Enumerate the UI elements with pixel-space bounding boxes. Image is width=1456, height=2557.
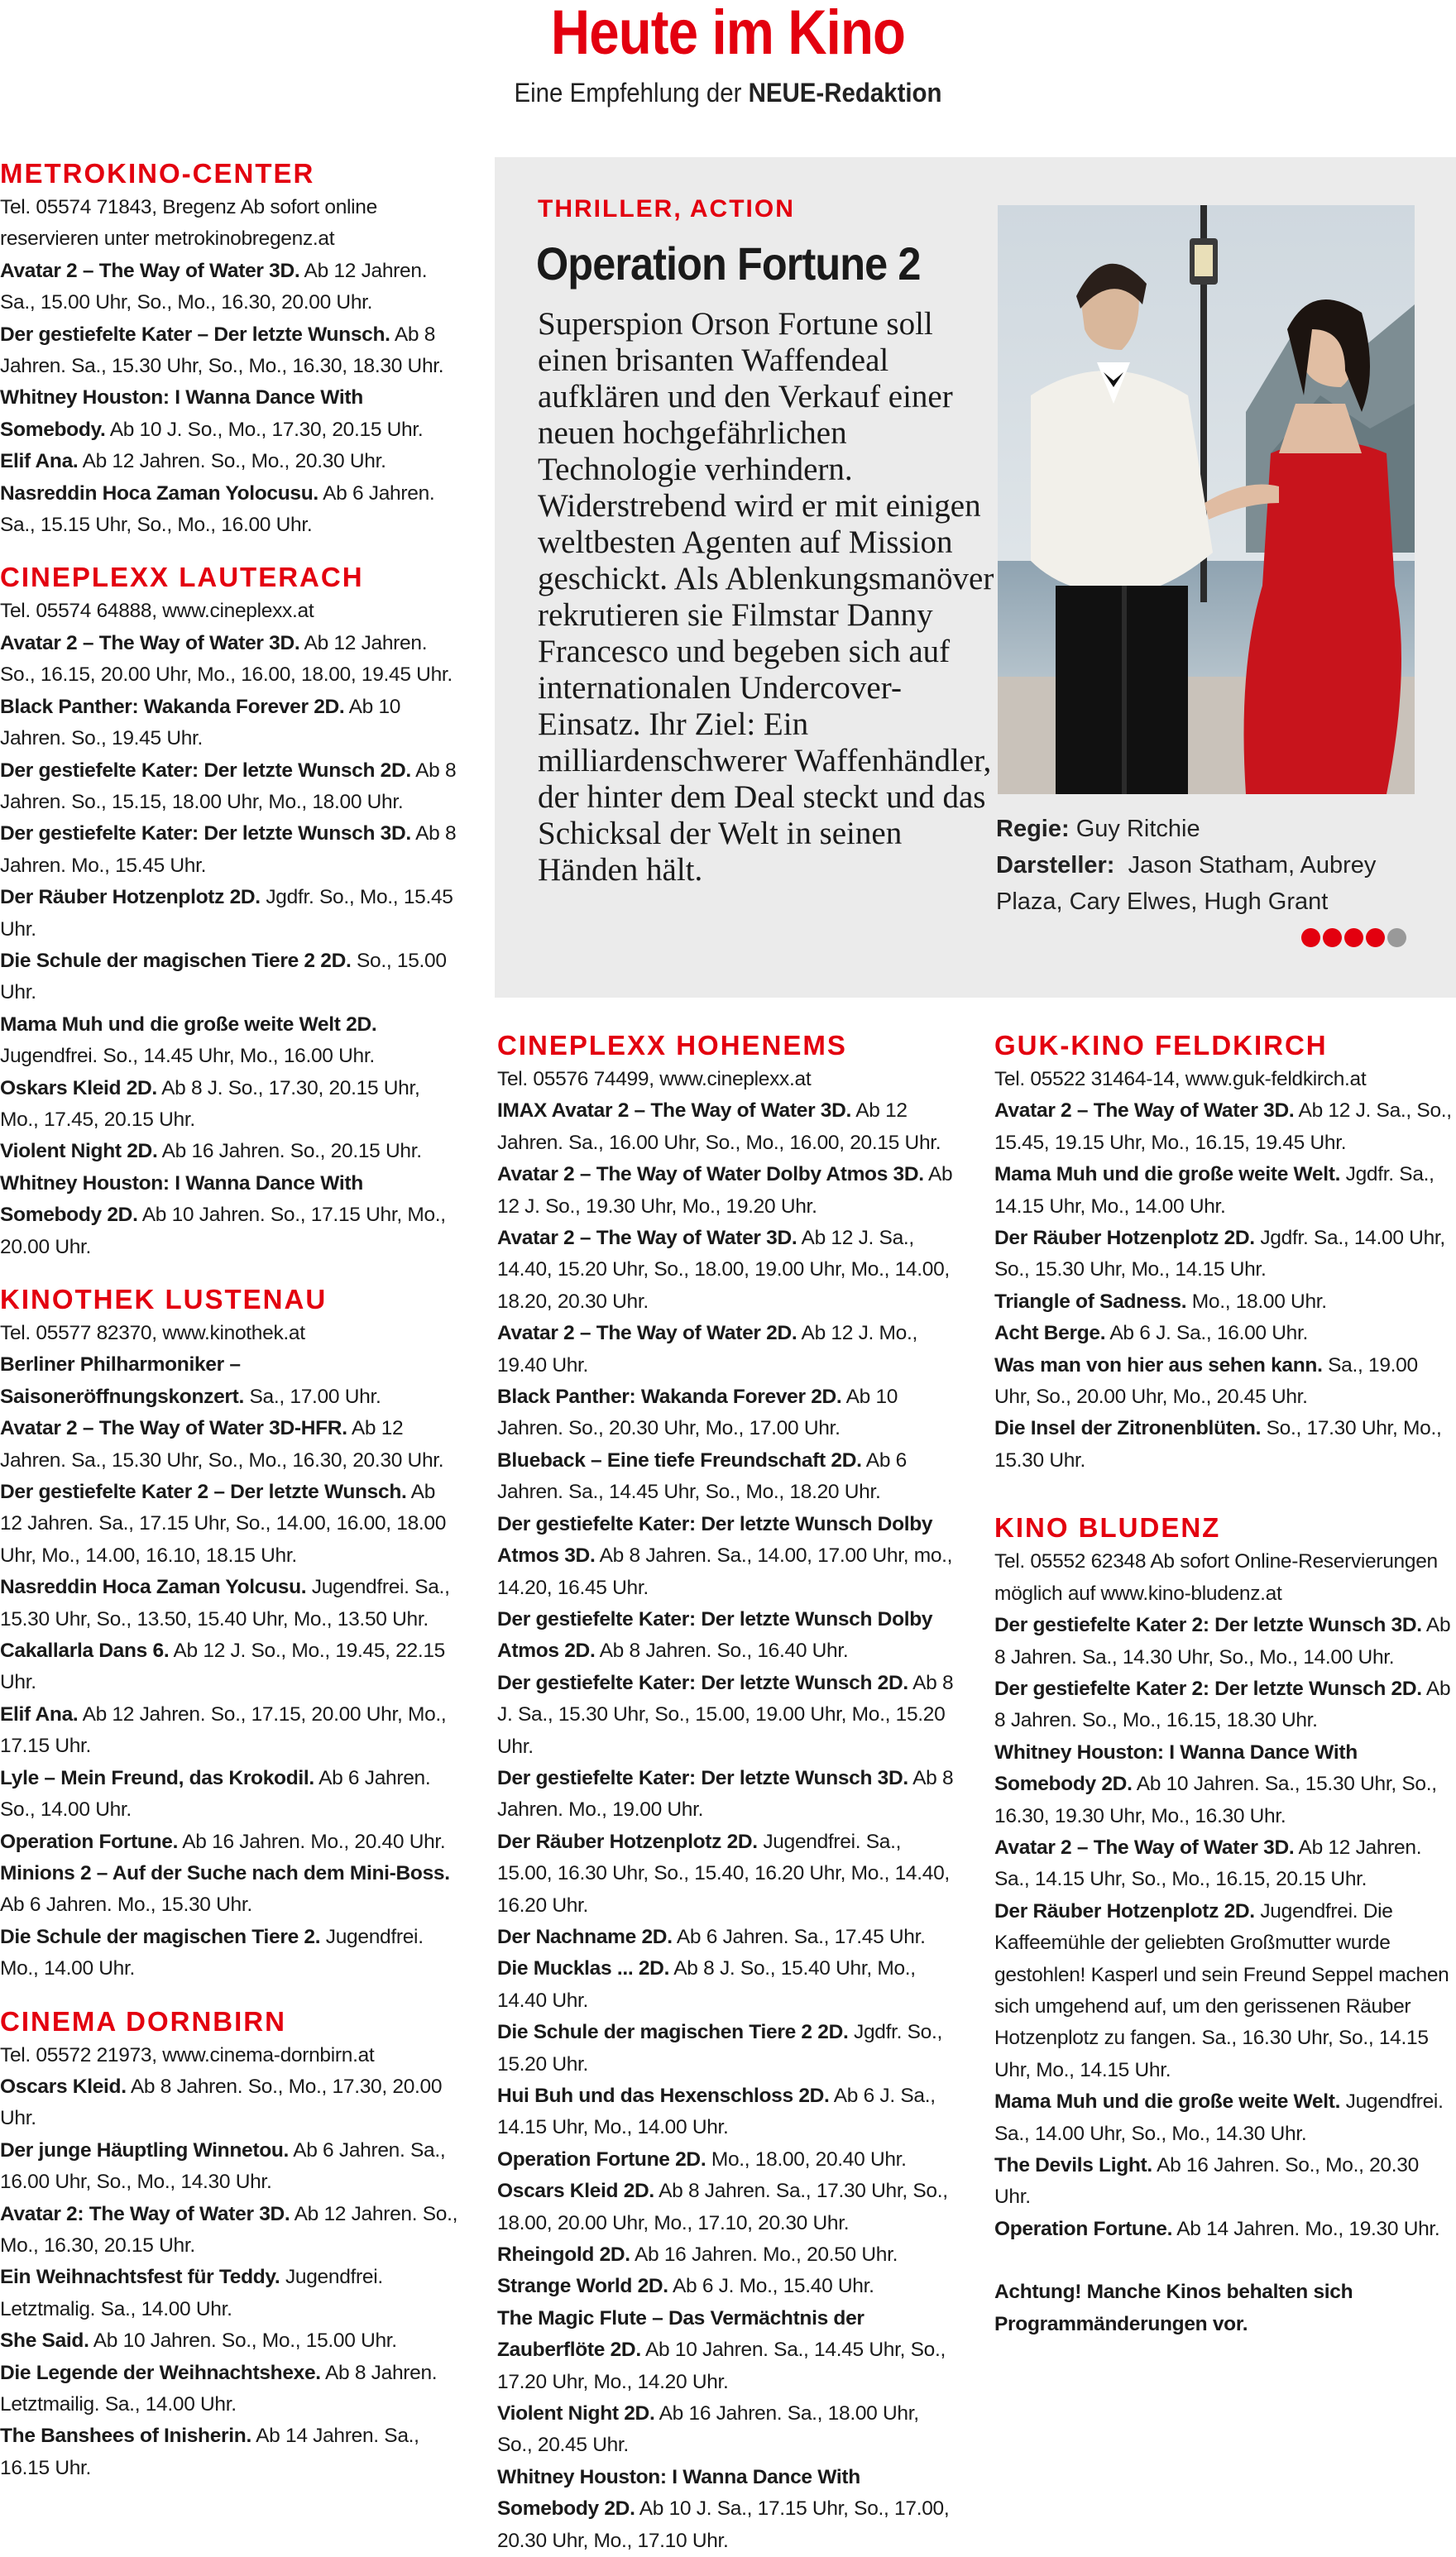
listing-entry: Avatar 2 – The Way of Water Dolby Atmos 3D. Ab 12 J. So., 19.30 Uhr, Mo., 19.20 Uhr. (497, 1163, 953, 1218)
listing-entry: Der gestiefelte Kater: Der letzte Wunsch 2D. Ab 8 Jahren. So., 15.15, 18.00 Uhr, Mo., 18.00 Uhr. (0, 759, 457, 813)
listing-entry: Mama Muh und die große weite Welt. Jgdfr. Sa., 14.15 Uhr, Mo., 14.00 Uhr. (994, 1163, 1434, 1218)
listing-entry: Der Nachname 2D. Ab 6 Jahren. Sa., 17.45 Uhr. (497, 1925, 926, 1948)
listing-entry: Avatar 2: The Way of Water 3D. Ab 12 Jahren. So., Mo., 16.30, 20.15 Uhr. (0, 2202, 458, 2257)
cinema-name: CINEPLEXX HOHENEMS (497, 1030, 847, 1061)
cinema-name: GUK-KINO FELDKIRCH (994, 1030, 1328, 1061)
listing-entry: Whitney Houston: I Wanna Dance With Somebody. Ab 10 J. So., Mo., 17.30, 20.15 Uhr. (0, 386, 424, 441)
page-title: Heute im Kino (550, 0, 906, 68)
listing-entry: Blueback – Eine tiefe Freundschaft 2D. Ab 6 Jahren. Sa., 14.45 Uhr, So., Mo., 18.20 Uhr. (497, 1448, 907, 1504)
listing-entry: Operation Fortune 2D. Mo., 18.00, 20.40 Uhr. (497, 2148, 907, 2171)
cinema-contact: Tel. 05522 31464-14, www.guk-feldkirch.at (994, 1068, 1367, 1090)
listing-entry: Whitney Houston: I Wanna Dance With Somebody 2D. Ab 10 Jahren. Sa., 15.30 Uhr, So., 16.30, 19.30 Uhr, Mo., 16.30 Uhr. (994, 1741, 1437, 1827)
rating-dot-5 (1387, 928, 1406, 947)
left-column (0, 156, 459, 2484)
cinema-guk-feldkirch (994, 1027, 1456, 1477)
listing-entry: Die Schule der magischen Tiere 2. Jugendfrei. Mo., 14.00 Uhr. (0, 1925, 424, 1980)
listing-entry: The Magic Flute – Das Vermächtnis der Zauberflöte 2D. Ab 10 Jahren. Sa., 14.45 Uhr, So., 17.20 Uhr, Mo., 14.20 Uhr. (497, 2306, 946, 2393)
listing-entry: Black Panther: Wakanda Forever 2D. Ab 10 Jahren. So., 20.30 Uhr, Mo., 17.00 Uhr. (497, 1386, 898, 1440)
listing-entry: Mama Muh und die große weite Welt. Jugendfrei. Sa., 14.00 Uhr, So., Mo., 14.30 Uhr. (994, 2090, 1444, 2145)
cinema-metrokino (0, 156, 459, 541)
listing-entry: Oscars Kleid 2D. Ab 8 Jahren. Sa., 17.30 Uhr, So., 18.00, 20.00 Uhr, Mo., 17.10, 20.30 Uhr. (497, 2180, 948, 2234)
listing-entry: Elif Ana. Ab 12 Jahren. So., Mo., 20.30 Uhr. (0, 450, 386, 473)
subtitle-brand: NEUE-Redaktion (748, 78, 942, 108)
cinema-cineplexx-hohenems (497, 1027, 956, 2557)
listing-entry: The Devils Light. Ab 16 Jahren. So., Mo., 20.30 Uhr. (994, 2154, 1419, 2209)
listing-entry: Oskars Kleid 2D. Ab 8 J. So., 17.30, 20.15 Uhr, Mo., 17.45, 20.15 Uhr. (0, 1076, 420, 1131)
feature-box (495, 157, 1456, 998)
masthead (0, 0, 1456, 109)
listing-entry: She Said. Ab 10 Jahren. So., Mo., 15.00 Uhr. (0, 2330, 397, 2353)
listing-entry: Der gestiefelte Kater: Der letzte Wunsch Dolby Atmos 2D. Ab 8 Jahren. So., 16.40 Uhr. (497, 1607, 933, 1663)
rating-dot-1 (1301, 928, 1320, 947)
listing-entry: Whitney Houston: I Wanna Dance With Somebody 2D. Ab 10 J. Sa., 17.15 Uhr, So., 17.00, 20.30 Uhr, Mo., 17.10 Uhr. (497, 2465, 950, 2552)
listing-entry: Ein Weihnachtsfest für Teddy. Jugendfrei. Letztmalig. Sa., 14.00 Uhr. (0, 2266, 383, 2320)
listing-entry: Avatar 2 – The Way of Water 3D. Ab 12 J. Sa., So., 15.45, 19.15 Uhr, Mo., 16.15, 19.45 Uhr. (994, 1099, 1452, 1154)
listing-entry: IMAX Avatar 2 – The Way of Water 3D. Ab 12 Jahren. Sa., 16.00 Uhr, So., Mo., 16.00, 20.15 Uhr. (497, 1099, 941, 1154)
cinema-dornbirn (0, 2004, 459, 2485)
cinema-kino-bludenz (994, 1510, 1456, 2245)
listing-entry: Der gestiefelte Kater: Der letzte Wunsch Dolby Atmos 3D. Ab 8 Jahren. Sa., 14.00, 17.00 Uhr, mo., 14.20, 16.45 Uhr. (497, 1512, 953, 1599)
listing-entry: Avatar 2 – The Way of Water 3D-HFR. Ab 12 Jahren. Sa., 15.30 Uhr, So., Mo., 16.30, 20.30 Uhr. (0, 1417, 444, 1472)
listing-entry: Die Insel der Zitronenblüten. So., 17.30 Uhr, Mo., 15.30 Uhr. (994, 1417, 1442, 1472)
middle-column (497, 1027, 956, 2557)
listing-entry: Lyle – Mein Freund, das Krokodil. Ab 6 Jahren. So., 14.00 Uhr. (0, 1766, 431, 1822)
listing-entry: Avatar 2 – The Way of Water 2D. Ab 12 J. Mo., 19.40 Uhr. (497, 1322, 917, 1377)
listing-entry: Black Panther: Wakanda Forever 2D. Ab 10 Jahren. So., 19.45 Uhr. (0, 695, 401, 750)
cast-names: Jason Statham, Aubrey Plaza, Cary Elwes, Hugh Grant (996, 852, 1377, 915)
listing-entry: Elif Ana. Ab 12 Jahren. So., 17.15, 20.00 Uhr, Mo., 17.15 Uhr. (0, 1702, 447, 1758)
listing-entry: Avatar 2 – The Way of Water 3D. Ab 12 Jahren. Sa., 14.15 Uhr, So., Mo., 16.15, 20.15 Uhr. (994, 1836, 1422, 1891)
director-name: Guy Ritchie (1075, 816, 1200, 842)
listing-entry: Avatar 2 – The Way of Water 3D. Ab 12 Jahren. So., 16.15, 20.00 Uhr, Mo., 16.00, 18.00, 19.45 Uhr. (0, 631, 453, 687)
listing-entry: Berliner Philharmoniker – Saisoneröffnungskonzert. Sa., 17.00 Uhr. (0, 1353, 381, 1408)
rating-dots (1301, 928, 1409, 951)
listing-entry: Avatar 2 – The Way of Water 3D. Ab 12 Jahren. Sa., 15.00 Uhr, So., Mo., 16.30, 20.00 Uhr. (0, 259, 428, 314)
rating-dot-2 (1323, 928, 1342, 947)
page-subtitle (58, 76, 1397, 109)
listing-entry: Operation Fortune. Ab 14 Jahren. Mo., 19.30 Uhr. (994, 2217, 1440, 2240)
listing-entry: Der Räuber Hotzenplotz 2D. Jgdfr. So., Mo., 15.45 Uhr. (0, 886, 453, 941)
cinema-cineplexx-lauterach (0, 559, 459, 1263)
listing-entry: Der gestiefelte Kater: Der letzte Wunsch 3D. Ab 8 Jahren. Mo., 19.00 Uhr. (497, 1766, 954, 1822)
listing-entry: Violent Night 2D. Ab 16 Jahren. So., 20.15 Uhr. (0, 1140, 422, 1163)
listing-entry: Cakallarla Dans 6. Ab 12 J. So., Mo., 19.45, 22.15 Uhr. (0, 1640, 445, 1694)
subtitle-prefix: Eine Empfehlung der (514, 78, 749, 108)
feature-genre: THRILLER, ACTION (538, 195, 795, 223)
listing-entry: Der gestiefelte Kater 2: Der letzte Wunsch 2D. Ab 8 Jahren. So., Mo., 16.15, 18.30 Uhr. (994, 1677, 1451, 1732)
listing-entry: Violent Night 2D. Ab 16 Jahren. Sa., 18.00 Uhr, So., 20.45 Uhr. (497, 2402, 919, 2457)
cinema-name: KINO BLUDENZ (994, 1512, 1221, 1544)
listing-entry: Die Schule der magischen Tiere 2 2D. So., 15.00 Uhr. (0, 949, 447, 1004)
listing-entry: Whitney Houston: I Wanna Dance With Somebody 2D. Ab 10 Jahren. So., 17.15 Uhr, Mo., 20.00 Uhr. (0, 1171, 446, 1258)
listing-entry: Acht Berge. Ab 6 J. Sa., 16.00 Uhr. (994, 1322, 1308, 1345)
cinema-name: CINEMA DORNBIRN (0, 2005, 286, 2037)
feature-credits (996, 811, 1434, 920)
listing-entry: Nasreddin Hoca Zaman Yolocusu. Ab 6 Jahren. Sa., 15.15 Uhr, So., Mo., 16.00 Uhr. (0, 481, 435, 537)
listing-entry: Mama Muh und die große weite Welt 2D. Jugendfrei. So., 14.45 Uhr, Mo., 16.00 Uhr. (0, 1013, 377, 1068)
listing-entry: Nasreddin Hoca Zaman Yolcusu. Jugendfrei. Sa., 15.30 Uhr, So., 13.50, 15.40 Uhr, Mo., 13.50 Uhr. (0, 1576, 450, 1630)
movie-still-photo (998, 205, 1415, 794)
listing-entry: Der gestiefelte Kater 2: Der letzte Wunsch 3D. Ab 8 Jahren. Sa., 14.30 Uhr, So., Mo., 14.00 Uhr. (994, 1614, 1451, 1669)
listing-entry: Strange World 2D. Ab 6 J. Mo., 15.40 Uhr. (497, 2275, 874, 2298)
listing-entry: Minions 2 – Auf der Suche nach dem Mini-Boss. Ab 6 Jahren. Mo., 15.30 Uhr. (0, 1861, 450, 1917)
cinema-contact: Tel. 05577 82370, www.kinothek.at (0, 1322, 305, 1344)
cinema-name: CINEPLEXX LAUTERACH (0, 562, 364, 593)
cinema-contact: Tel. 05574 71843, Bregenz Ab sofort online reservieren unter metrokinobregenz.at (0, 196, 377, 251)
listing-entry: Rheingold 2D. Ab 16 Jahren. Mo., 20.50 Uhr. (497, 2243, 898, 2267)
listing-entry: Der Räuber Hotzenplotz 2D. Jugendfrei. Die Kaffeemühle der geliebten Großmutter wurde gestohlen! Kasperl und sein Freund Seppel machen sich umgehend auf, um den gerissenen Räuber Hotzenplotz zu fangen. Sa., 16.30 Uhr, So., 14.15 Uhr, Mo., 14.15 Uhr. (994, 1899, 1449, 2081)
listing-entry: Was man von hier aus sehen kann. Sa., 19.00 Uhr, So., 20.00 Uhr, Mo., 20.45 Uhr. (994, 1353, 1418, 1409)
cinema-contact: Tel. 05576 74499, www.cineplexx.at (497, 1068, 812, 1090)
footer-note: Achtung! Manche Kinos behalten sich Programmänderungen vor. (994, 2281, 1353, 2335)
listing-entry: Operation Fortune. Ab 16 Jahren. Mo., 20.40 Uhr. (0, 1830, 446, 1853)
listing-entry: Die Mucklas ... 2D. Ab 8 J. So., 15.40 Uhr, Mo., 14.40 Uhr. (497, 1957, 916, 2012)
listing-entry: Der Räuber Hotzenplotz 2D. Jugendfrei. Sa., 15.00, 16.30 Uhr, So., 15.40, 16.20 Uhr, Mo., 14.40, 16.20 Uhr. (497, 1830, 950, 1917)
cast-label: Darsteller: (996, 852, 1115, 879)
rating-dot-4 (1366, 928, 1385, 947)
listing-entry: Avatar 2 – The Way of Water 3D. Ab 12 J. Sa., 14.40, 15.20 Uhr, So., 18.00, 19.00 Uhr, Mo., 14.00, 18.20, 20.30 Uhr. (497, 1227, 950, 1313)
cinema-kinothek-lustenau (0, 1281, 459, 1985)
cinema-contact: Tel. 05552 62348 Ab sofort Online-Reservierungen möglich auf www.kino-bludenz.at (994, 1550, 1438, 1605)
listing-entry: Die Schule der magischen Tiere 2 2D. Jgdfr. So., 15.20 Uhr. (497, 2021, 943, 2076)
right-column (994, 1027, 1456, 2340)
director-label: Regie: (996, 816, 1070, 842)
listing-entry: Der gestiefelte Kater: Der letzte Wunsch 2D. Ab 8 J. Sa., 15.30 Uhr, So., 15.00, 19.00 Uhr, Mo., 15.20 Uhr. (497, 1671, 954, 1758)
listing-entry: Hui Buh und das Hexenschloss 2D. Ab 6 J. Sa., 14.15 Uhr, Mo., 14.00 Uhr. (497, 2085, 936, 2139)
listing-entry: Die Legende der Weihnachtshexe. Ab 8 Jahren. Letztmailig. Sa., 14.00 Uhr. (0, 2361, 438, 2416)
listing-entry: Oscars Kleid. Ab 8 Jahren. So., Mo., 17.30, 20.00 Uhr. (0, 2075, 443, 2130)
feature-blurb: Superspion Orson Fortune soll einen brisanten Waffendeal aufklären und den Verkauf einer neuen hochgefährlichen Technologie verhindern. Widerstrebend wird er mit einigen weltbesten Agenten auf Mission geschickt. Als Ablenkungsmanöver rekrutieren sie Filmstar Danny Francesco und begeben sich auf internationalen Undercover-Einsatz. Ihr Ziel: Ein milliardenschwerer Waffenhändler, der hinter dem Deal steckt und das Schicksal der Welt in seinen Händen hält. (538, 306, 994, 888)
feature-title: Operation Fortune 2 (536, 237, 921, 290)
listing-entry: Triangle of Sadness. Mo., 18.00 Uhr. (994, 1290, 1327, 1313)
rating-dot-3 (1344, 928, 1363, 947)
cinema-name: METROKINO-CENTER (0, 158, 315, 189)
listing-entry: The Banshees of Inisherin. Ab 14 Jahren. Sa., 16.15 Uhr. (0, 2425, 419, 2479)
listing-entry: Der gestiefelte Kater: Der letzte Wunsch 3D. Ab 8 Jahren. Mo., 15.45 Uhr. (0, 822, 457, 877)
listing-entry: Der gestiefelte Kater 2 – Der letzte Wunsch. Ab 12 Jahren. Sa., 17.15 Uhr, So., 14.00, 16.00, 18.00 Uhr, Mo., 14.00, 16.10, 18.15 Uhr. (0, 1481, 447, 1567)
cinema-name: KINOTHEK LUSTENAU (0, 1284, 328, 1314)
cinema-contact: Tel. 05572 21973, www.cinema-dornbirn.at (0, 2043, 375, 2066)
listing-entry: Der gestiefelte Kater – Der letzte Wunsch. Ab 8 Jahren. Sa., 15.30 Uhr, So., Mo., 16.30, 18.30 Uhr. (0, 323, 444, 378)
cinema-contact: Tel. 05574 64888, www.cineplexx.at (0, 600, 314, 623)
listing-entry: Der Räuber Hotzenplotz 2D. Jgdfr. Sa., 14.00 Uhr, So., 15.30 Uhr, Mo., 14.15 Uhr. (994, 1227, 1445, 1281)
listing-entry: Der junge Häuptling Winnetou. Ab 6 Jahren. Sa., 16.00 Uhr, So., Mo., 14.30 Uhr. (0, 2138, 446, 2194)
